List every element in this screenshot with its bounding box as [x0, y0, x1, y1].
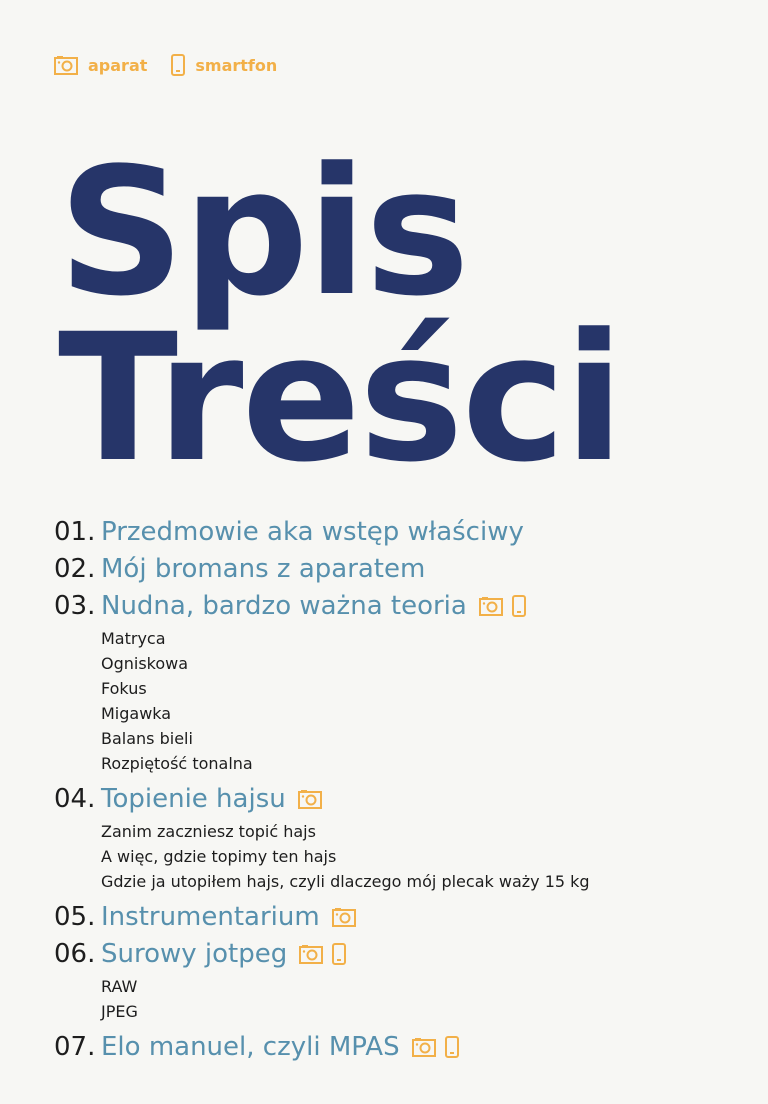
page-title-line-2: Treści: [58, 296, 623, 501]
subsection-item[interactable]: Zanim zaczniesz topić hajs: [101, 822, 316, 841]
chapter-device-icons: [332, 907, 365, 927]
smartphone-icon: [445, 1036, 459, 1058]
chapter-title[interactable]: Instrumentarium: [101, 901, 320, 932]
page-title-line-1: Spis: [58, 130, 468, 335]
subsection-item[interactable]: Rozpiętość tonalna: [101, 754, 253, 773]
legend-camera-label: aparat: [88, 55, 148, 75]
smartphone-icon: [512, 595, 526, 617]
chapter-title[interactable]: Nudna, bardzo ważna teoria: [101, 590, 467, 621]
legend-camera: [54, 55, 147, 75]
table-of-contents: [54, 513, 744, 1065]
chapter-title[interactable]: Topienie hajsu: [101, 783, 286, 814]
chapter-row[interactable]: [54, 587, 744, 624]
subsection-item[interactable]: A więc, gdzie topimy ten hajs: [101, 847, 337, 866]
chapter-title[interactable]: Surowy jotpeg: [101, 938, 288, 969]
subsection-list: [101, 626, 744, 776]
chapter-device-icons: [299, 943, 355, 965]
subsection-item[interactable]: Gdzie ja utopiłem hajs, czyli dlaczego mój plecak waży 15 kg: [101, 872, 590, 891]
chapter-device-icons: [298, 789, 331, 809]
camera-icon: [412, 1037, 436, 1057]
subsection-item[interactable]: Migawka: [101, 704, 172, 723]
subsection-list: [101, 819, 744, 894]
camera-icon: [299, 944, 323, 964]
subsection-item[interactable]: JPEG: [101, 1002, 138, 1021]
chapter-number: 01.: [54, 516, 96, 547]
chapter-row[interactable]: [54, 550, 744, 587]
chapter-number: 03.: [54, 590, 96, 621]
chapter-title[interactable]: Przedmowie aka wstęp właściwy: [101, 516, 524, 547]
chapter-row[interactable]: [54, 898, 744, 935]
chapter-number: 05.: [54, 901, 96, 932]
chapter-number: 07.: [54, 1031, 96, 1062]
legend-smartphone-label: smartfon: [195, 55, 278, 75]
subsection-item[interactable]: Balans bieli: [101, 729, 193, 748]
chapter-device-icons: [412, 1036, 468, 1058]
subsection-item[interactable]: Fokus: [101, 679, 147, 698]
camera-icon: [479, 596, 503, 616]
chapter-device-icons: [479, 595, 535, 617]
smartphone-icon: [332, 943, 346, 965]
chapter-row[interactable]: [54, 513, 744, 550]
smartphone-icon: [171, 54, 185, 76]
subsection-item[interactable]: Ogniskowa: [101, 654, 189, 673]
subsection-list: [101, 974, 744, 1024]
camera-icon: [332, 907, 356, 927]
chapter-number: 02.: [54, 553, 96, 584]
chapter-row[interactable]: [54, 1028, 744, 1065]
subsection-item[interactable]: RAW: [101, 977, 138, 996]
chapter-number: 04.: [54, 783, 96, 814]
camera-icon: [54, 55, 78, 75]
camera-icon: [298, 789, 322, 809]
chapter-number: 06.: [54, 938, 96, 969]
chapter-row[interactable]: [54, 780, 744, 817]
chapter-title[interactable]: Elo manuel, czyli MPAS: [101, 1031, 400, 1062]
icon-legend: [54, 54, 301, 76]
page-title: [58, 130, 623, 501]
legend-smartphone: [171, 54, 277, 76]
chapter-row[interactable]: [54, 935, 744, 972]
subsection-item[interactable]: Matryca: [101, 629, 166, 648]
chapter-title[interactable]: Mój bromans z aparatem: [101, 553, 426, 584]
